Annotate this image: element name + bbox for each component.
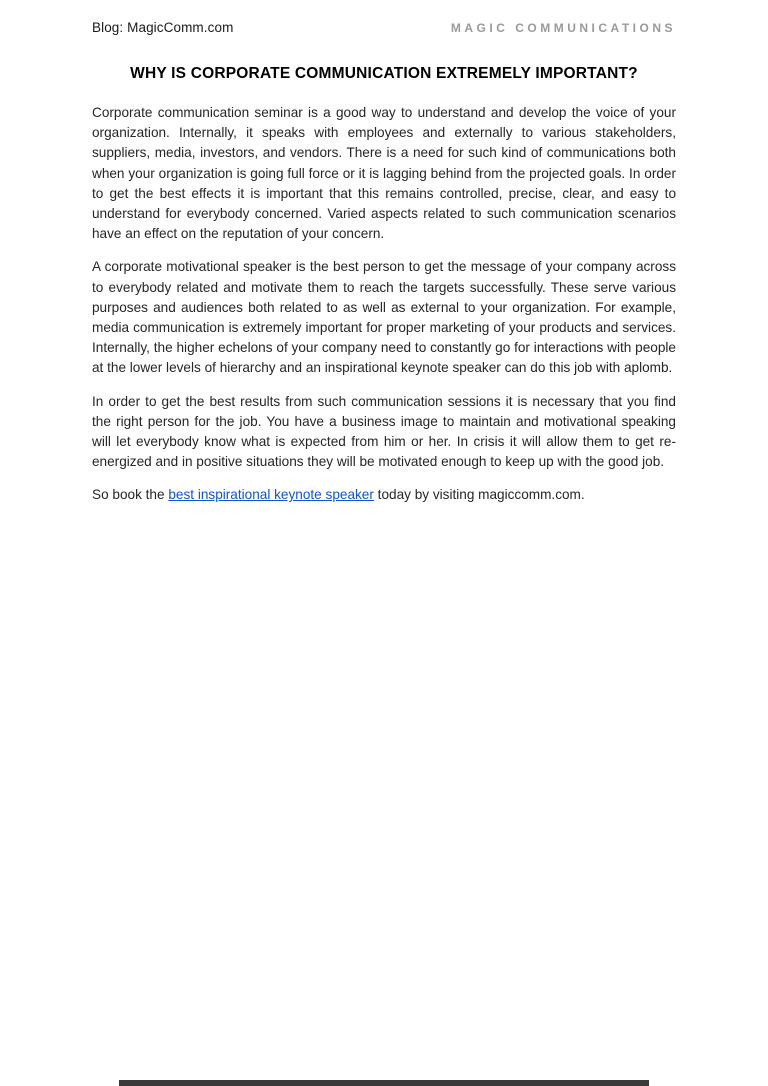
paragraph-2: A corporate motivational speaker is the best person to get the message of your company across to everybody related and motivate them to reach the targets successfully. These serve various purposes and audiences both related to as well as external to your organization. For example, media communication is extremely important for proper marketing of your products and services. Internally, the higher echelons of your company need to constantly go for interactions with people at the lower levels of hierarchy and an inspirational keynote speaker can do this job with aplomb. xyxy=(92,259,676,376)
final-paragraph-suffix: today by visiting magiccomm.com. xyxy=(373,487,585,503)
blog-label: Blog: MagicComm.com xyxy=(92,20,234,35)
magic-communications-logo: MAGIC COMMUNICATIONS xyxy=(450,20,676,35)
page-header xyxy=(92,20,676,35)
paragraph-1: Corporate communication seminar is a good way to understand and develop the voice of your organization. Internally, it speaks with employees and externally to various stakeholders, suppliers, media, investors, and vendors. There is a need for such kind of communications both when your organization is going full force or it is lagging behind from the projected goals. In order to get the best effects it is important that this remains controlled, precise, clear, and easy to understand for everybody concerned. Varied aspects related to such communication scenarios have an effect on the reputation of your concern. xyxy=(92,105,676,242)
final-paragraph-prefix: So book the xyxy=(92,487,169,503)
paragraph-4 xyxy=(92,485,676,505)
next-page-edge xyxy=(119,1080,649,1086)
paragraph-3: In order to get the best results from such communication sessions it is necessary that you find the right person for the job. You have a business image to maintain and motivational speaking will let everybody know what is expected from him or her. In crisis it will allow them to get re-energized and in positive situations they will be motivated enough to keep up with the good job. xyxy=(92,393,676,470)
keynote-speaker-link[interactable]: best inspirational keynote speaker xyxy=(168,487,374,503)
article-heading: WHY IS CORPORATE COMMUNICATION EXTREMELY IMPORTANT? xyxy=(130,65,638,82)
